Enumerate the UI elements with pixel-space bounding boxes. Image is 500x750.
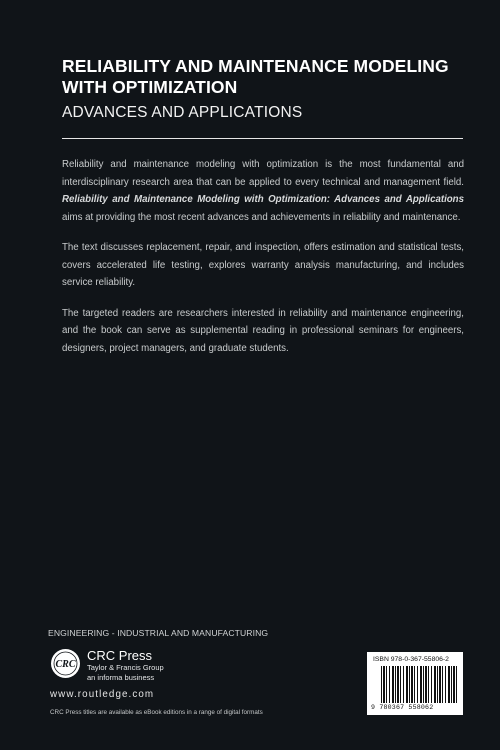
description-paragraph-3: The targeted readers are researchers interested in reliability and maintenance engineering, and the book can serve as supplemental reading in professional seminars for engineers, designers, project managers, and graduate students. (62, 307, 464, 354)
barcode-bars (381, 666, 459, 703)
ebook-note: CRC Press titles are available as eBook editions in a range of digital formats (50, 709, 263, 716)
book-description (62, 156, 464, 370)
publisher-name: CRC Press (87, 648, 153, 663)
publisher-group: Taylor & Francis Group (87, 663, 164, 672)
website-url: www.routledge.com (50, 689, 155, 700)
title-divider (62, 138, 463, 139)
barcode-digits: 9 780367 558062 (371, 704, 434, 711)
crc-logo-icon (50, 648, 81, 679)
book-title: RELIABILITY AND MAINTENANCE MODELING WITH OPTIMIZATION (62, 56, 449, 97)
description-paragraph-2: The text discusses replacement, repair, and inspection, offers estimation and statistical tests, covers accelerated life testing, explores warranty analysis manufacturing, and includes service reliability. (62, 242, 464, 288)
description-book-title: Reliability and Maintenance Modeling with Optimization: Advances and Applications (62, 194, 464, 205)
description-paragraph-1 (62, 156, 464, 226)
subject-category: ENGINEERING - INDUSTRIAL AND MANUFACTURING (48, 628, 269, 638)
description-p1-start: Reliability and maintenance modeling with optimization is the most fundamental and interdisciplinary research area that can be applied to every technical and management field. (62, 159, 464, 188)
publisher-business: an informa business (87, 673, 155, 682)
description-p1-end: aims at providing the most recent advances and achievements in reliability and maintenance. (62, 211, 461, 223)
logo-text: CRC (55, 659, 76, 670)
book-subtitle: ADVANCES AND APPLICATIONS (62, 104, 303, 121)
publisher-block (87, 648, 164, 683)
barcode (367, 652, 463, 715)
isbn-text: ISBN 978-0-367-55806-2 (373, 656, 449, 663)
